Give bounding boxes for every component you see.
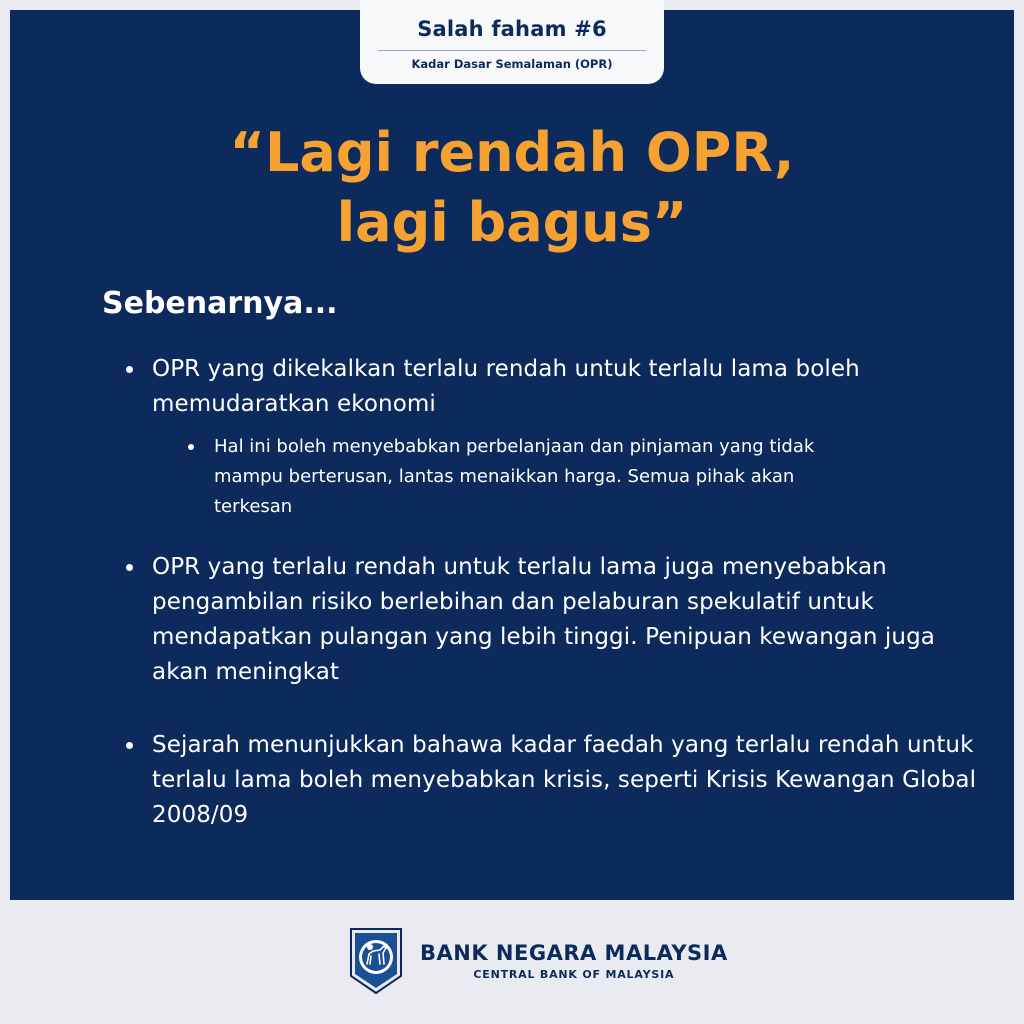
brand-subtitle: CENTRAL BANK OF MALAYSIA (473, 968, 675, 981)
bullet-text: OPR yang terlalu rendah untuk terlalu lama juga menyebabkan pengambilan risiko berlebihan dan pelaburan spekulatif untuk mendapatkan pulangan yang lebih tinggi. Penipuan kewangan juga akan meningkat (152, 554, 935, 685)
bnm-crest-icon (348, 926, 404, 996)
footer-brand (348, 926, 728, 996)
bullet-item (122, 352, 982, 422)
series-title: Salah faham #6 (417, 17, 607, 41)
bullet-dot-icon (126, 366, 133, 373)
bullet-dot-icon (126, 742, 133, 749)
series-tab (360, 0, 664, 84)
brand-name: BANK NEGARA MALAYSIA (420, 941, 728, 965)
headline-line-1: “Lagi rendah OPR, (229, 121, 795, 184)
headline (0, 118, 1024, 258)
lead-text: Sebenarnya... (102, 286, 338, 321)
bullet-item (122, 550, 982, 690)
sub-bullet-item (184, 432, 874, 522)
bullet-text: Sejarah menunjukkan bahawa kadar faedah yang terlalu rendah untuk terlalu lama boleh menyebabkan krisis, seperti Krisis Kewangan Global 2008/09 (152, 732, 977, 828)
headline-line-2: lagi bagus” (336, 191, 688, 254)
bullet-item (122, 728, 982, 833)
series-subtitle: Kadar Dasar Semalaman (OPR) (411, 57, 613, 71)
bullet-text: OPR yang dikekalkan terlalu rendah untuk terlalu lama boleh memudaratkan ekonomi (152, 356, 860, 417)
bullet-list (122, 352, 982, 833)
bullet-dot-icon (126, 564, 133, 571)
sub-bullet-text: Hal ini boleh menyebabkan perbelanjaan dan pinjaman yang tidak mampu berterusan, lantas menaikkan harga. Semua pihak akan terkesan (214, 436, 815, 517)
tab-divider (378, 50, 646, 51)
brand-text (420, 941, 728, 981)
bullet-dot-icon (188, 444, 194, 450)
